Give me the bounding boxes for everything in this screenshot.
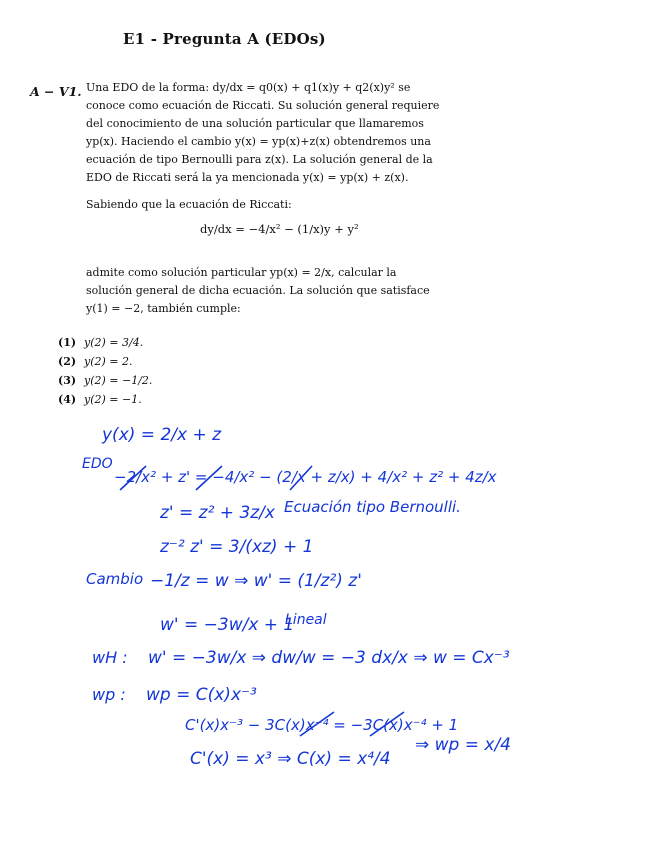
hand-line-10: C'(x) = x³ ⇒ C(x) = x⁴/4 [190, 749, 391, 769]
question-task: admite como solución particular yp(x) = 2/x, calcular la solución general de dicha ecuación. La solución que satisface y(1) = −2, también cumple: [86, 266, 430, 315]
hand-line-5: −1/z = w ⇒ w' = (1/z²) z' [150, 571, 362, 591]
hand-cambio-label: Cambio [86, 570, 144, 588]
hand-line-1: y(x) = 2/x + z [102, 425, 222, 445]
hand-edo-label: EDO [82, 456, 113, 472]
option-text: y(2) = 2. [84, 355, 133, 368]
option-text: y(2) = 3/4. [84, 336, 144, 349]
page-title: E1 - Pregunta A (EDOs) [123, 30, 326, 48]
hand-line-7: w' = −3w/x ⇒ dw/w = −3 dx/x ⇒ w = Cx⁻³ [148, 648, 510, 668]
hand-lineal-note: Lineal [285, 612, 327, 628]
option-number: (4) [58, 393, 77, 406]
riccati-equation: dy/dx = −4/x² − (1/x)y + y² [200, 222, 359, 236]
option-number: (3) [58, 374, 77, 387]
question-label: A − V1. [30, 84, 82, 99]
question-intro: Una EDO de la forma: dy/dx = q0(x) + q1(x)y + q2(x)y² se conoce como ecuación de Riccati. Su solución general requiere del conocimiento de una solución particular que llamaremos yp(x). Haciendo el cambio y(x) = yp(x)+z(x) obtendremos una ecuación de tipo Bernoulli para z(x). La solución general de la EDO de Riccati será la ya mencionada y(x) = yp(x) + z(x). [86, 81, 440, 184]
question-given: Sabiendo que la ecuación de Riccati: [86, 198, 292, 211]
hand-line-2: −2/x² + z' = −4/x² − (2/x + z/x) + 4/x² + z² + 4z/x [114, 468, 497, 486]
hand-line-3: z' = z² + 3z/x [160, 503, 275, 523]
hand-wp-label: wp : [92, 685, 126, 704]
option-number: (1) [58, 336, 77, 349]
hand-line-6: w' = −3w/x + 1 [160, 615, 295, 635]
option-number: (2) [58, 355, 77, 368]
option-text: y(2) = −1/2. [84, 374, 153, 387]
hand-line-11: ⇒ wp = x/4 [415, 735, 511, 755]
hand-line-9: C'(x)x⁻³ − 3C(x)x⁻⁴ = −3C(x)x⁻⁴ + 1 [185, 716, 459, 734]
hand-line-8: wp = C(x)x⁻³ [146, 685, 257, 705]
hand-line-4: z⁻² z' = 3/(xz) + 1 [160, 537, 314, 557]
option-text: y(2) = −1. [84, 393, 142, 406]
hand-bernoulli-note: Ecuación tipo Bernoulli. [284, 498, 461, 516]
hand-wh-label: wH : [92, 648, 128, 667]
